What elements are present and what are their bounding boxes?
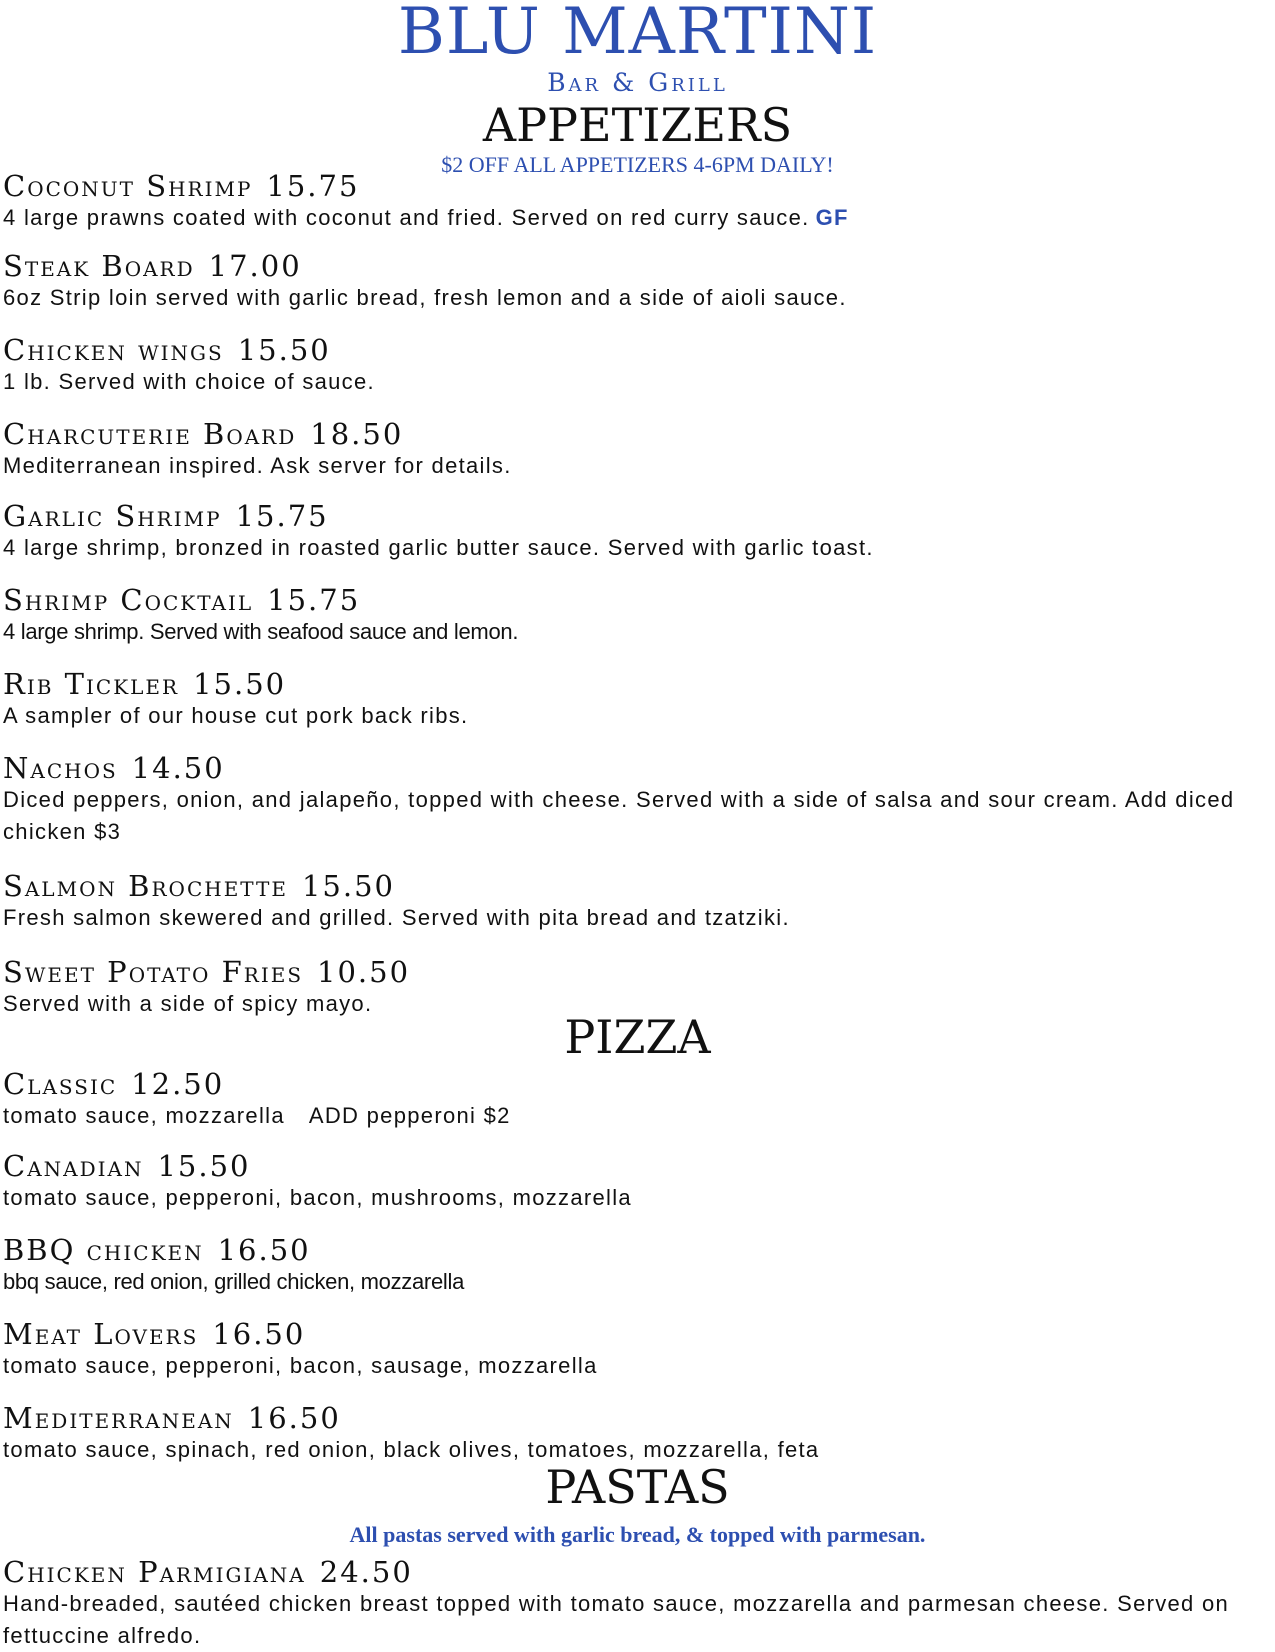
- menu-item-nachos: [3, 752, 1268, 848]
- item-name: Meat Lovers: [3, 1317, 199, 1351]
- item-price: 10.50: [317, 955, 411, 989]
- item-price: 15.50: [193, 667, 287, 701]
- menu-item-mediterranean: [3, 1402, 1268, 1466]
- menu-item-classic: [3, 1068, 1268, 1132]
- menu-item-garlic-shrimp: [3, 500, 1268, 564]
- item-price: 12.50: [131, 1067, 225, 1101]
- brand-subtitle: Bar & Grill: [547, 68, 728, 97]
- section-title-pizza: PIZZA: [564, 1010, 711, 1064]
- menu-item-coconut-shrimp: [3, 170, 1268, 234]
- item-name: Canadian: [3, 1149, 144, 1183]
- gluten-free-tag: GF: [815, 205, 849, 230]
- item-description: 4 large shrimp. Served with seafood sauce and lemon.: [3, 619, 519, 644]
- item-price: 15.50: [301, 869, 395, 903]
- item-description: Served with a side of spicy mayo.: [3, 991, 373, 1016]
- item-price: 15.50: [157, 1149, 251, 1183]
- item-price: 14.50: [131, 751, 225, 785]
- item-name: Chicken Parmigiana: [3, 1555, 306, 1589]
- menu-item-charcuterie-board: [3, 418, 1268, 482]
- item-name: Rib Tickler: [3, 667, 180, 701]
- item-description: bbq sauce, red onion, grilled chicken, mozzarella: [3, 1269, 465, 1294]
- item-price: 15.75: [266, 169, 360, 203]
- item-description: 1 lb. Served with choice of sauce.: [3, 369, 375, 394]
- item-price: 15.50: [237, 333, 331, 367]
- item-description: tomato sauce, spinach, red onion, black olives, tomatoes, mozzarella, feta: [3, 1437, 820, 1462]
- item-description: 4 large prawns coated with coconut and fried. Served on red curry sauce.: [3, 205, 810, 230]
- item-price: 17.00: [208, 249, 302, 283]
- menu-item-steak-board: [3, 250, 1268, 314]
- item-description: tomato sauce, pepperoni, bacon, sausage, mozzarella: [3, 1353, 598, 1378]
- item-addon: ADD pepperoni $2: [308, 1103, 511, 1128]
- item-name: Charcuterie Board: [3, 417, 297, 451]
- item-name: Nachos: [3, 751, 118, 785]
- item-name: Garlic Shrimp: [3, 499, 222, 533]
- section-note-appetizers: $2 OFF ALL APPETIZERS 4-6PM DAILY!: [441, 152, 834, 177]
- item-description: Mediterranean inspired. Ask server for details.: [3, 453, 512, 478]
- item-name: BBQ chicken: [3, 1233, 204, 1267]
- item-description: Fresh salmon skewered and grilled. Served with pita bread and tzatziki.: [3, 905, 790, 930]
- item-description: 4 large shrimp, bronzed in roasted garlic butter sauce. Served with garlic toast.: [3, 535, 874, 560]
- menu-item-chicken-parmigiana: [3, 1556, 1268, 1652]
- item-description: tomato sauce, mozzarella: [3, 1103, 285, 1128]
- section-note-pastas: All pastas served with garlic bread, & topped with parmesan.: [349, 1522, 926, 1547]
- menu-item-chicken-wings: [3, 334, 1268, 398]
- section-title-pastas: PASTAS: [545, 1460, 730, 1514]
- section-title-appetizers: APPETIZERS: [482, 98, 793, 152]
- menu-item-bbq-chicken: [3, 1234, 1268, 1298]
- item-name: Classic: [3, 1067, 118, 1101]
- menu-item-rib-tickler: [3, 668, 1268, 732]
- item-price: 16.50: [247, 1401, 341, 1435]
- item-price: 15.75: [235, 499, 329, 533]
- item-price: 16.50: [217, 1233, 311, 1267]
- item-description: A sampler of our house cut pork back ribs.: [3, 703, 469, 728]
- item-name: Shrimp Cocktail: [3, 583, 254, 617]
- item-description: tomato sauce, pepperoni, bacon, mushrooms, mozzarella: [3, 1185, 632, 1210]
- menu-item-meat-lovers: [3, 1318, 1268, 1382]
- item-price: 24.50: [319, 1555, 413, 1589]
- item-name: Salmon Brochette: [3, 869, 288, 903]
- menu-item-canadian: [3, 1150, 1268, 1214]
- item-price: 16.50: [212, 1317, 306, 1351]
- item-name: Chicken wings: [3, 333, 224, 367]
- item-description: Hand-breaded, sautéed chicken breast topped with tomato sauce, mozzarella and parmesan cheese. Served on fettuccine alfredo.: [3, 1591, 1230, 1648]
- menu-item-shrimp-cocktail: [3, 584, 1268, 648]
- item-price: 15.75: [267, 583, 361, 617]
- menu-item-salmon-brochette: [3, 870, 1268, 934]
- brand-name: BLU MARTINI: [397, 0, 878, 69]
- item-name: Mediterranean: [3, 1401, 234, 1435]
- item-name: Steak Board: [3, 249, 195, 283]
- item-name: Sweet Potato Fries: [3, 955, 304, 989]
- item-description: 6oz Strip loin served with garlic bread, fresh lemon and a side of aioli sauce.: [3, 285, 847, 310]
- item-name: Coconut Shrimp: [3, 169, 253, 203]
- item-description: Diced peppers, onion, and jalapeño, topped with cheese. Served with a side of salsa and sour cream. Add diced chicken $3: [3, 787, 1235, 844]
- item-price: 18.50: [310, 417, 404, 451]
